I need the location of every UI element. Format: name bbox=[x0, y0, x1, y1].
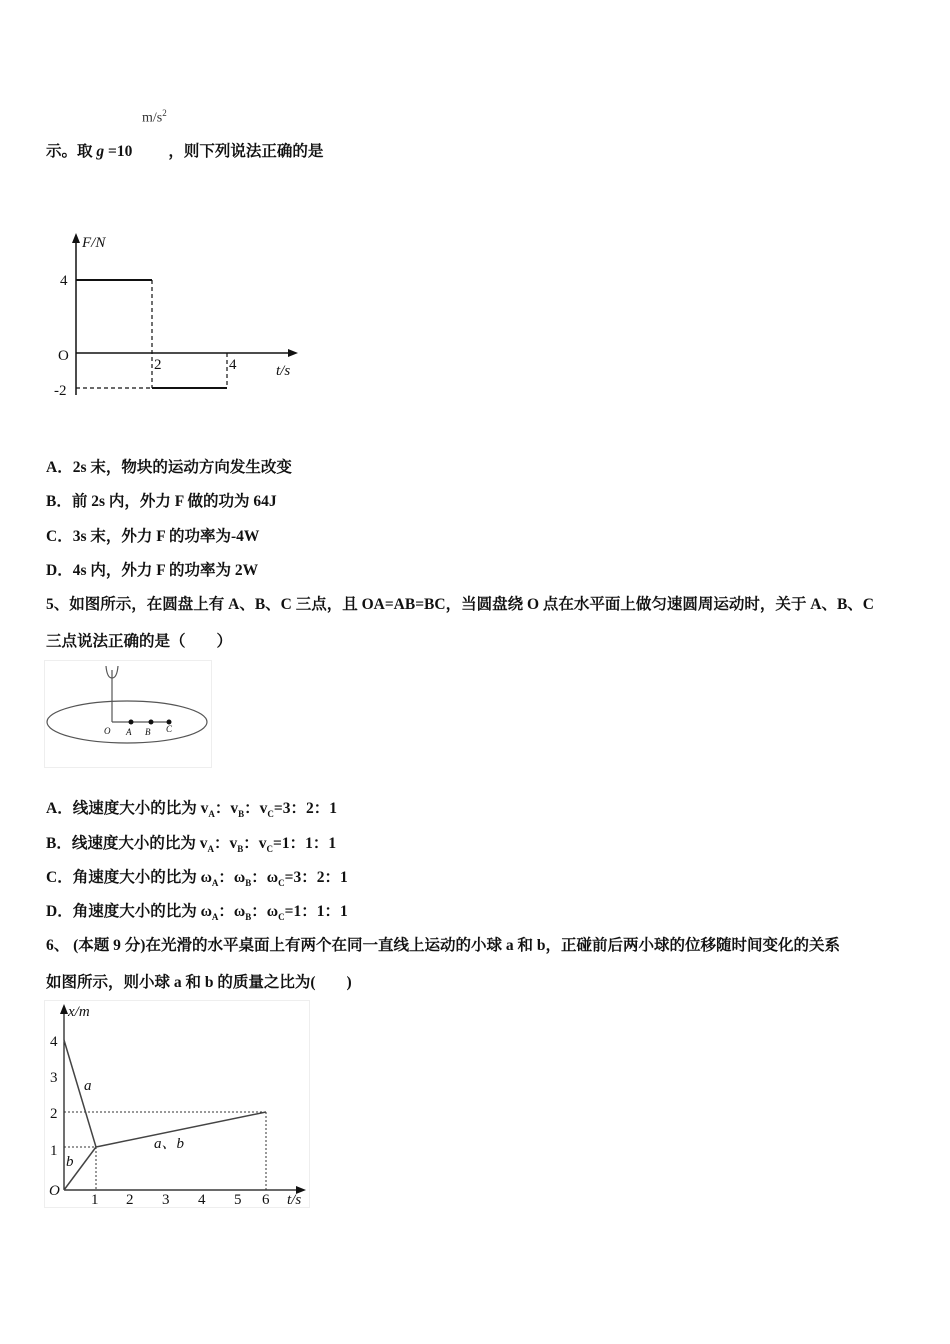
q4-option-c[interactable]: C．3s 末，外力 F 的功率为-4W bbox=[46, 528, 260, 545]
x-tick-6: 6 bbox=[262, 1192, 270, 1208]
q5-stem-line2: 三点说法正确的是（ ） bbox=[46, 633, 233, 650]
x-axis-label: t/s bbox=[287, 1192, 302, 1208]
origin-label: O bbox=[58, 348, 69, 364]
line-ab-label: a、b bbox=[154, 1136, 185, 1152]
q4-option-a[interactable]: A．2s 末，物块的运动方向发生改变 bbox=[46, 459, 292, 476]
rotating-disk-figure bbox=[44, 660, 212, 768]
line-b-label: b bbox=[66, 1154, 74, 1170]
y-tick-neg2: -2 bbox=[54, 383, 67, 399]
x-tick-2: 2 bbox=[154, 357, 162, 373]
x-tick-4: 4 bbox=[229, 357, 237, 373]
y-axis-label: x/m bbox=[68, 1004, 90, 1020]
x-tick-4: 4 bbox=[198, 1192, 206, 1208]
point-a-label: A bbox=[126, 727, 132, 737]
x-tick-5: 5 bbox=[234, 1192, 242, 1208]
point-c-label: C bbox=[166, 724, 173, 734]
force-time-graph bbox=[40, 225, 310, 410]
origin-label: O bbox=[49, 1183, 60, 1199]
q5-option-a[interactable]: A．线速度大小的比为 $v_A$：$v_B$：$v_C=3$：2：1 bbox=[46, 800, 337, 820]
q5-option-b[interactable]: B．线速度大小的比为 $v_A$：$v_B$：$v_C=1$：1：1 bbox=[46, 835, 337, 855]
x-tick-2: 2 bbox=[126, 1192, 134, 1208]
y-tick-2: 2 bbox=[50, 1106, 58, 1122]
q4-stem: 示。取 g =10 ，则下列说法正确的是 bbox=[46, 143, 324, 160]
y-tick-4: 4 bbox=[60, 273, 68, 289]
q4-option-b[interactable]: B．前 2s 内，外力 F 做的功为 64J bbox=[46, 493, 277, 510]
q5-stem-line1: 5、如图所示，在圆盘上有 A、B、C 三点，且 OA=AB=BC，当圆盘绕 O 点在水平面上做匀速圆周运动时，关于 A、B、C bbox=[46, 596, 874, 613]
line-a-label: a bbox=[84, 1078, 92, 1094]
q4-option-d[interactable]: D．4s 内，外力 F 的功率为 2W bbox=[46, 562, 259, 579]
y-axis-label: F/N bbox=[82, 235, 106, 251]
displacement-time-graph bbox=[44, 1000, 310, 1208]
y-tick-1: 1 bbox=[50, 1143, 58, 1159]
point-o-label: O bbox=[104, 726, 111, 736]
unit-fraction: $m/s^2$ bbox=[142, 108, 167, 126]
y-tick-4: 4 bbox=[50, 1034, 58, 1050]
q6-stem-line2: 如图所示，则小球 a 和 b 的质量之比为( ) bbox=[46, 974, 352, 991]
x-tick-1: 1 bbox=[91, 1192, 99, 1208]
x-tick-3: 3 bbox=[162, 1192, 170, 1208]
point-b-label: B bbox=[145, 727, 151, 737]
y-tick-3: 3 bbox=[50, 1070, 58, 1086]
q5-option-d[interactable]: D．角速度大小的比为 $\omega_A$：$\omega_B$：$\omega_C=1$：1：1 bbox=[46, 903, 348, 923]
q5-option-c[interactable]: C．角速度大小的比为 $\omega_A$：$\omega_B$：$\omega_C=3$：2：1 bbox=[46, 869, 348, 889]
q6-stem-line1: 6、 (本题 9 分)在光滑的水平桌面上有两个在同一直线上运动的小球 a 和 b，正碰前后两小球的位移随时间变化的关系 bbox=[46, 937, 840, 954]
x-axis-label: t/s bbox=[276, 363, 291, 379]
